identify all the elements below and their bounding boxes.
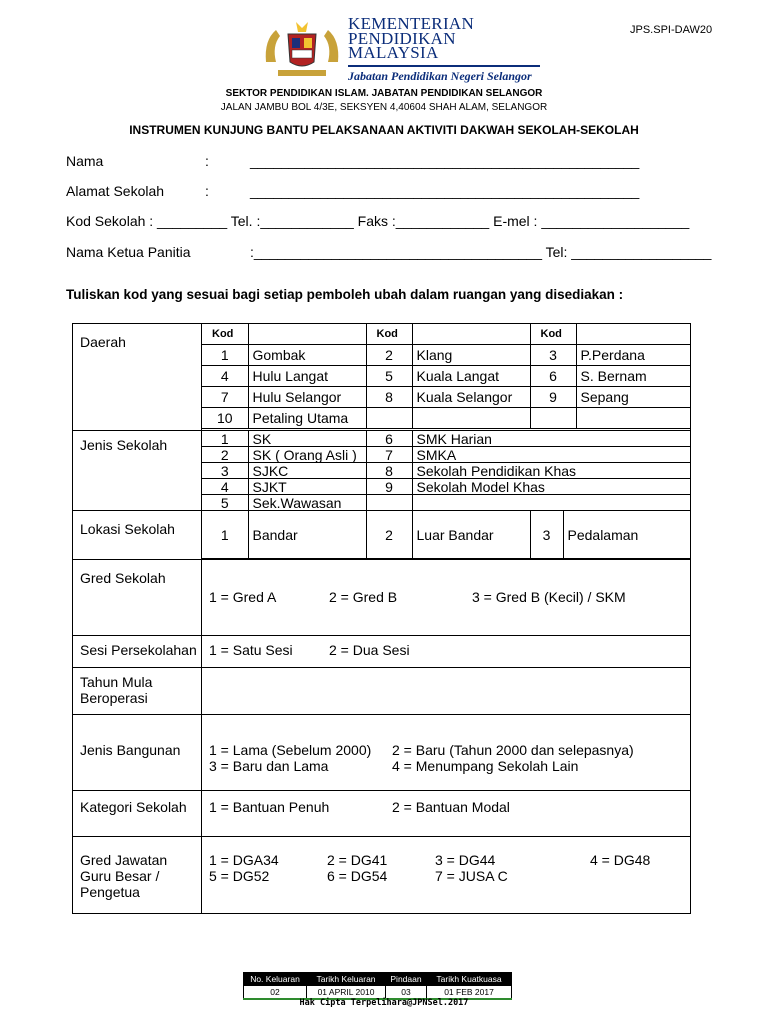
lokasi-sekolah-row <box>73 510 690 559</box>
malaysia-crest-logo <box>262 18 342 82</box>
code-cell: 8 <box>366 463 412 479</box>
sesi-option: 2 = Dua Sesi <box>329 642 410 658</box>
document-code: JPS.SPI-DAW20 <box>630 24 713 36</box>
table-row <box>202 447 690 463</box>
department-name: Jabatan Pendidikan Negeri Selangor <box>348 68 532 83</box>
code-cell: 8 <box>366 387 412 408</box>
code-cell: 3 <box>530 345 576 366</box>
tahun-mula-label: Tahun Mula Beroperasi <box>73 668 202 714</box>
footer-value: 01 APRIL 2010 <box>307 986 386 1000</box>
school-type-cell: SK <box>248 431 366 447</box>
kategori-option: 2 = Bantuan Modal <box>392 799 510 815</box>
school-type-cell: Sek.Wawasan <box>248 495 366 511</box>
code-cell: 3 <box>530 511 563 559</box>
alamat-label: Alamat Sekolah <box>66 183 165 199</box>
gred-option: 3 = Gred B (Kecil) / SKM <box>472 589 626 605</box>
code-cell: 1 <box>202 345 248 366</box>
gred-option: 1 = Gred A <box>209 589 277 605</box>
lokasi-sekolah-label: Lokasi Sekolah <box>73 511 202 559</box>
table-row <box>202 408 690 429</box>
bangunan-option: 4 = Menumpang Sekolah Lain <box>392 758 579 774</box>
code-cell: 1 <box>202 431 248 447</box>
footer-value: 02 <box>244 986 307 1000</box>
jenis-bangunan-row <box>73 714 690 790</box>
footer-value: 01 FEB 2017 <box>427 986 512 1000</box>
school-type-cell: Sekolah Model Khas <box>412 479 690 495</box>
copyright-notice: Hak Cipta Terpelihara@JPNSel.2017 <box>299 998 469 1008</box>
footer-header: No. Keluaran <box>244 973 307 986</box>
kategori-option: 1 = Bantuan Penuh <box>209 799 330 815</box>
lokasi-table <box>202 511 690 559</box>
code-cell: 5 <box>366 366 412 387</box>
jenis-bangunan-label: Jenis Bangunan <box>73 715 202 790</box>
nama-colon: : <box>205 153 209 169</box>
bangunan-option: 3 = Baru dan Lama <box>209 758 329 774</box>
table-row <box>202 479 690 495</box>
code-cell: 4 <box>202 366 248 387</box>
footer-value: 03 <box>386 986 427 1000</box>
code-cell: 4 <box>202 479 248 495</box>
code-cell: 6 <box>366 431 412 447</box>
jawatan-option: 2 = DG41 <box>327 852 388 868</box>
revision-footer-table <box>243 972 512 1000</box>
kod-header: Kod <box>202 324 248 345</box>
gred-jawatan-row <box>73 836 690 913</box>
address-line: JALAN JAMBU BOL 4/3E, SEKSYEN 4,40604 SHAH ALAM, SELANGOR <box>220 102 548 113</box>
sesi-persekolahan-row <box>73 635 690 667</box>
kod-header: Kod <box>530 324 576 345</box>
jawatan-option: 6 = DG54 <box>327 868 388 884</box>
kategori-sekolah-row <box>73 790 690 836</box>
district-cell: Petaling Utama <box>248 408 366 429</box>
bangunan-option: 1 = Lama (Sebelum 2000) <box>209 742 372 758</box>
jenis-sekolah-table <box>202 430 690 511</box>
code-cell: 10 <box>202 408 248 429</box>
kategori-sekolah-label: Kategori Sekolah <box>73 791 202 836</box>
daerah-label: Daerah <box>73 324 202 430</box>
code-cell: 5 <box>202 495 248 511</box>
district-cell: P.Perdana <box>576 345 690 366</box>
code-cell: 1 <box>202 511 248 559</box>
code-cell: 9 <box>366 479 412 495</box>
district-cell: Kuala Langat <box>412 366 530 387</box>
sector-heading: SEKTOR PENDIDIKAN ISLAM. JABATAN PENDIDIKAN SELANGOR <box>225 88 543 99</box>
ministry-line-2: PENDIDIKAN <box>348 28 456 48</box>
district-cell: Gombak <box>248 345 366 366</box>
gred-jawatan-label: Gred Jawatan Guru Besar / Pengetua <box>73 837 202 913</box>
code-cell <box>366 495 412 511</box>
location-cell: Luar Bandar <box>412 511 530 559</box>
nama-field[interactable]: __________________________________________________ <box>250 153 640 169</box>
table-row <box>202 345 690 366</box>
jawatan-option: 7 = JUSA C <box>435 868 508 884</box>
ministry-line-3: MALAYSIA <box>348 43 439 62</box>
tahun-mula-row <box>73 667 690 714</box>
jenis-sekolah-label: Jenis Sekolah <box>73 430 202 510</box>
gred-option: 2 = Gred B <box>329 589 398 605</box>
kod-tel-faks-email-line[interactable]: Kod Sekolah : _________ Tel. :____________ Faks :____________ E-mel : ___________________ <box>66 213 690 229</box>
code-cell: 2 <box>202 447 248 463</box>
table-row <box>202 463 690 479</box>
kod-header: Kod <box>366 324 412 345</box>
ministry-line-1: KEMENTERIAN <box>348 14 475 33</box>
district-cell: Klang <box>412 345 530 366</box>
alamat-colon: : <box>205 183 209 199</box>
sesi-persekolahan-label: Sesi Persekolahan <box>73 636 202 667</box>
jawatan-option: 1 = DGA34 <box>209 852 279 868</box>
code-cell: 7 <box>202 387 248 408</box>
jawatan-option: 4 = DG48 <box>590 852 651 868</box>
gred-sekolah-label: Gred Sekolah <box>73 560 202 635</box>
instruction-text: Tuliskan kod yang sesuai bagi setiap pemboleh ubah dalam ruangan yang disediakan : <box>66 287 624 302</box>
sesi-option: 1 = Satu Sesi <box>209 642 293 658</box>
location-cell: Bandar <box>248 511 366 559</box>
table-row <box>202 495 690 511</box>
ministry-logo-text <box>348 14 540 84</box>
form-title: INSTRUMEN KUNJUNG BANTU PELAKSANAAN AKTIVITI DAKWAH SEKOLAH-SEKOLAH <box>129 123 639 137</box>
school-profile-table <box>72 323 691 914</box>
daerah-row <box>73 324 690 430</box>
ketua-panitia-field[interactable]: :_____________________________________ Tel: __________________ <box>250 244 712 260</box>
code-cell: 6 <box>530 366 576 387</box>
table-row <box>202 366 690 387</box>
district-cell: Hulu Langat <box>248 366 366 387</box>
footer-header: Tarikh Kuatkuasa <box>427 973 512 986</box>
location-cell: Pedalaman <box>563 511 690 559</box>
school-type-cell: SK ( Orang Asli ) <box>248 447 366 463</box>
ministry-rule <box>348 65 540 67</box>
code-cell: 2 <box>366 511 412 559</box>
bangunan-option: 2 = Baru (Tahun 2000 dan selepasnya) <box>392 742 634 758</box>
school-type-cell: SJKT <box>248 479 366 495</box>
daerah-code-table <box>202 324 690 429</box>
school-type-cell: SJKC <box>248 463 366 479</box>
jawatan-option: 5 = DG52 <box>209 868 270 884</box>
school-type-cell <box>412 495 690 511</box>
jawatan-option: 3 = DG44 <box>435 852 496 868</box>
district-cell: Kuala Selangor <box>412 387 530 408</box>
district-cell: Sepang <box>576 387 690 408</box>
district-cell: S. Bernam <box>576 366 690 387</box>
school-type-cell: Sekolah Pendidikan Khas <box>412 463 690 479</box>
code-cell: 3 <box>202 463 248 479</box>
tahun-mula-field[interactable] <box>202 668 690 714</box>
ketua-panitia-label: Nama Ketua Panitia <box>66 244 191 260</box>
code-cell: 9 <box>530 387 576 408</box>
footer-header: Tarikh Keluaran <box>307 973 386 986</box>
code-cell: 2 <box>366 345 412 366</box>
alamat-field[interactable]: __________________________________________________ <box>250 183 640 199</box>
footer-header: Pindaan <box>386 973 427 986</box>
gred-sekolah-row <box>73 559 690 635</box>
table-row <box>202 387 690 408</box>
nama-label: Nama <box>66 153 104 169</box>
code-cell: 7 <box>366 447 412 463</box>
table-row <box>202 431 690 447</box>
jenis-sekolah-row <box>73 430 690 510</box>
school-type-cell: SMKA <box>412 447 690 463</box>
district-cell: Hulu Selangor <box>248 387 366 408</box>
school-type-cell: SMK Harian <box>412 431 690 447</box>
